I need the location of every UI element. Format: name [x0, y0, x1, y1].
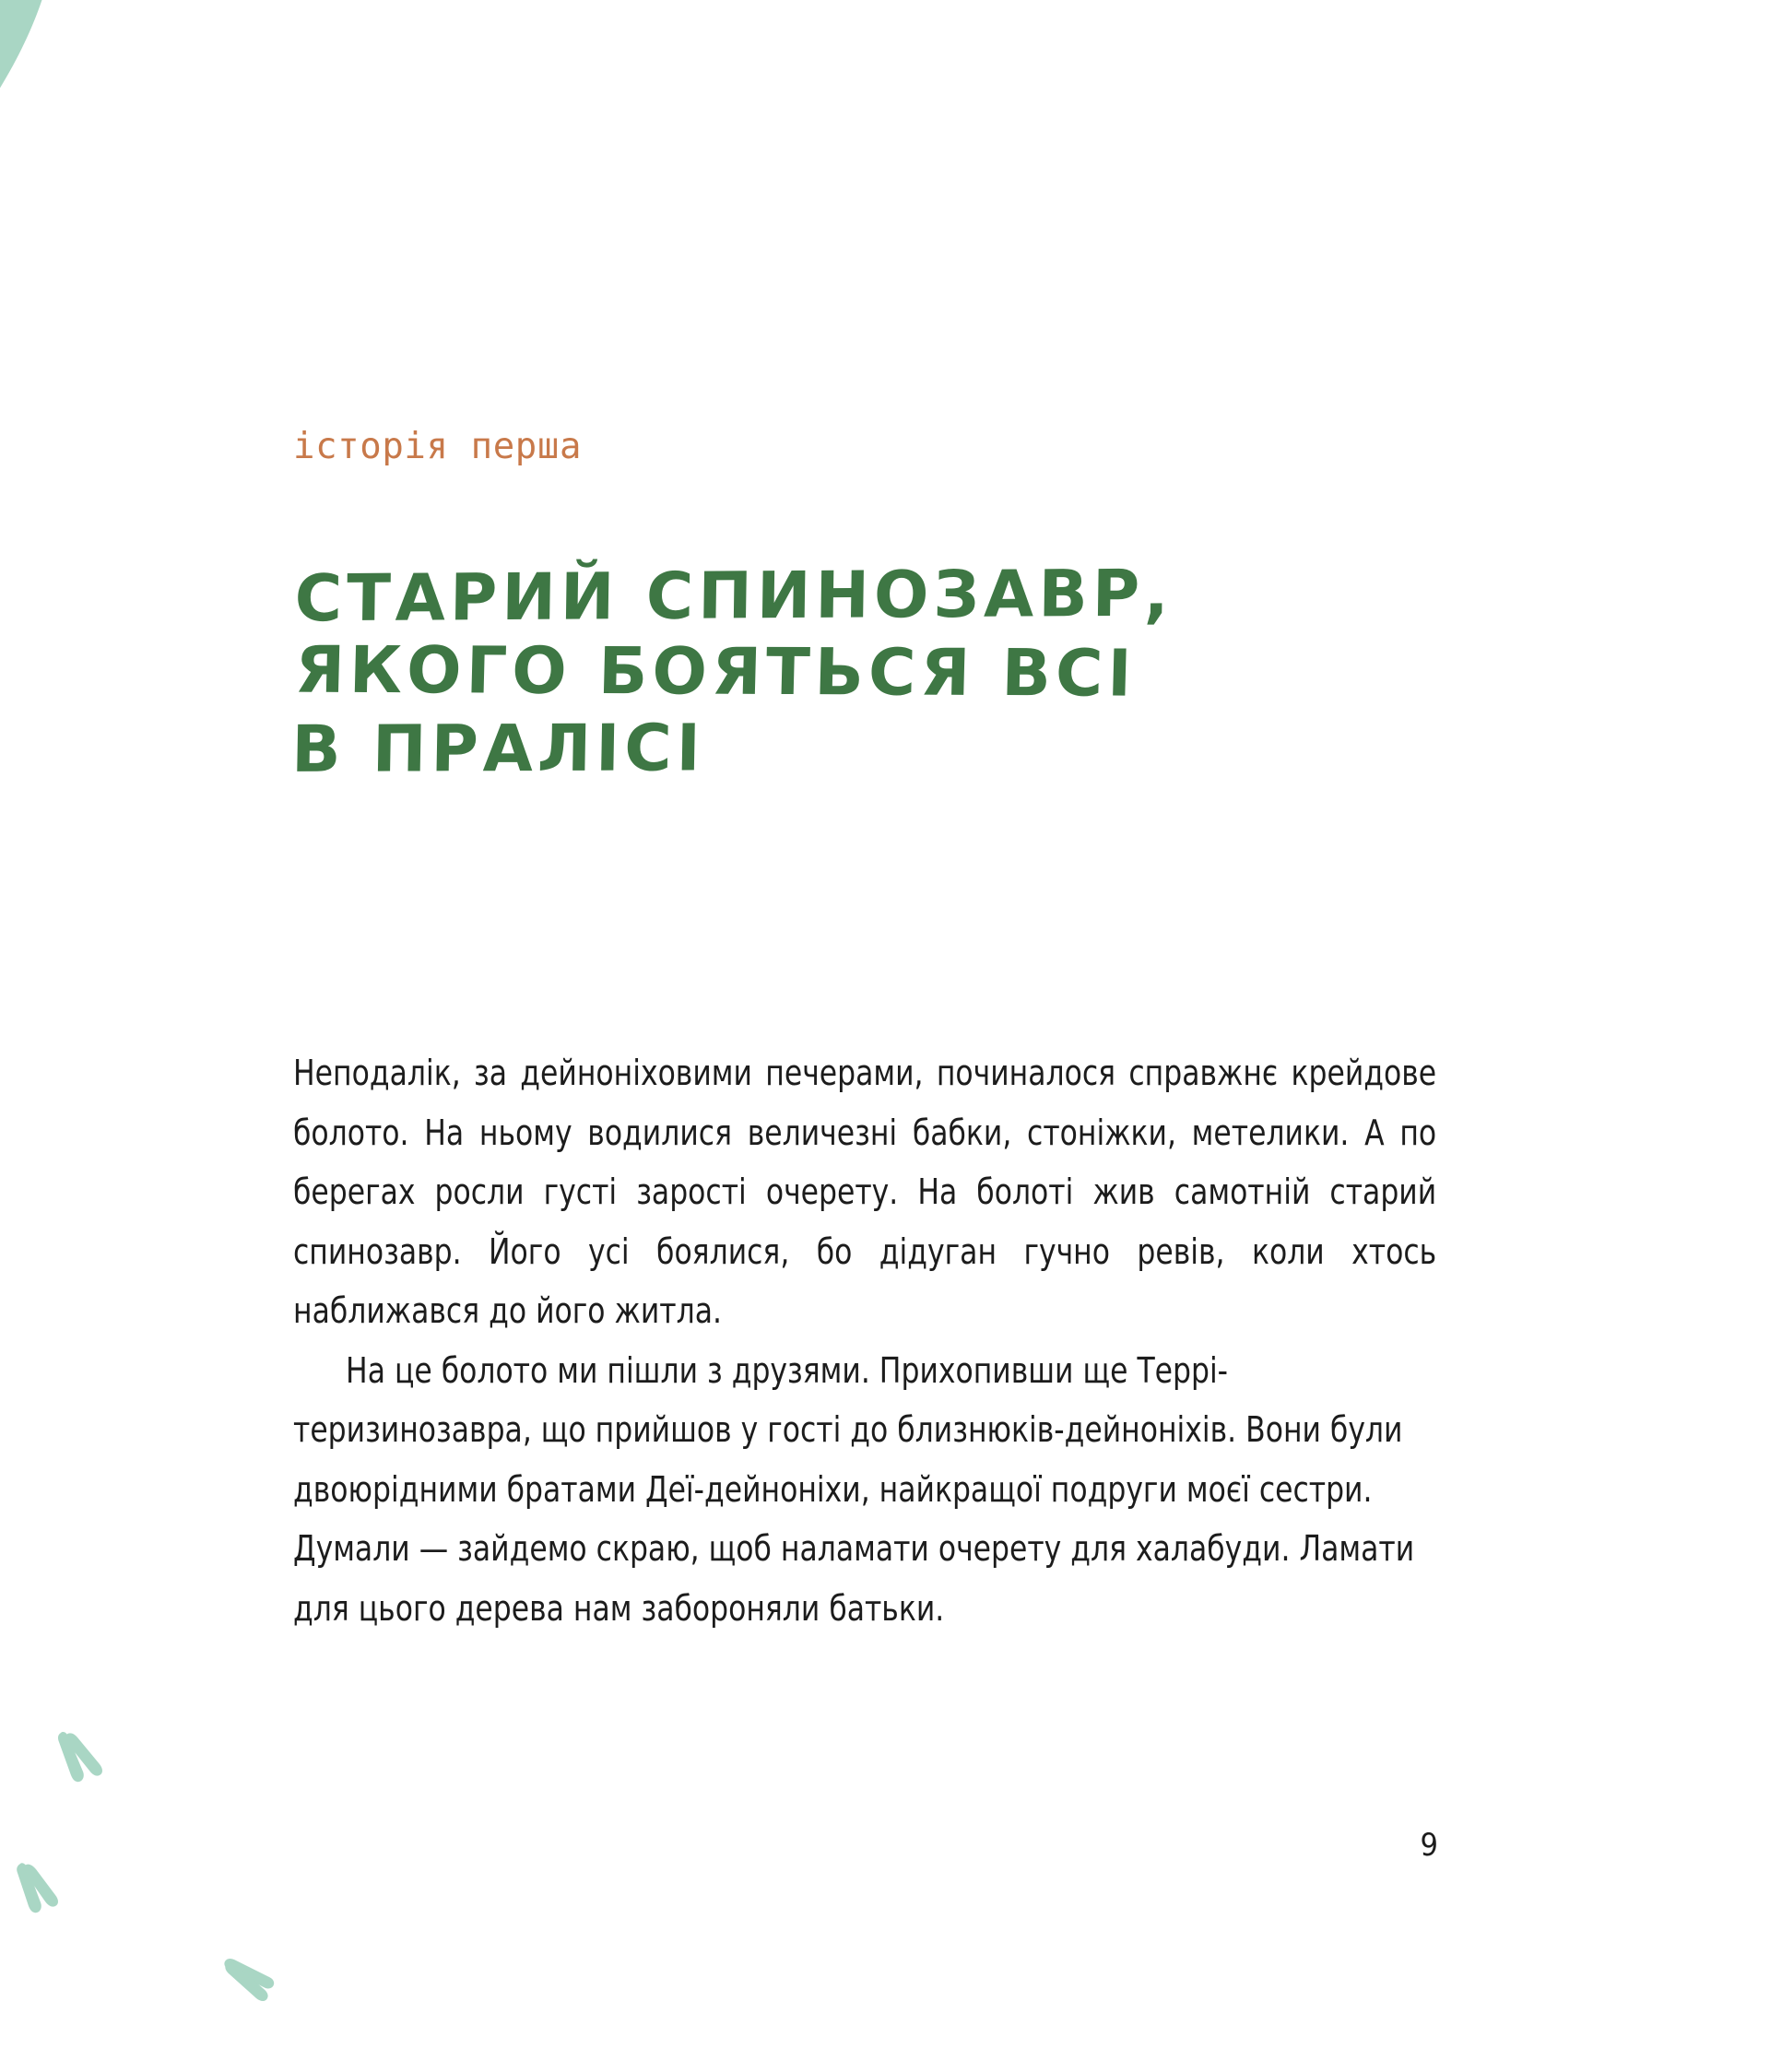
- story-paragraph: Неподалік, за дейноніховими печерами, починалося справжнє крейдове болото. На ньому водилися величезні бабки, стоніжки, метелики. А по берегах росли густі зарості очерету. На болоті жив самотній старий спинозавр. Його усі боялися, бо дідуган гучно ревів, коли хтось наближався до його житла.: [293, 1053, 1437, 1331]
- story-title: [290, 555, 1309, 787]
- story-paragraph: На це болото ми пішли з друзями. Прихопивши ще Террі-теризинозавра, що прийшов у гості до близнюків-дейноніхів. Вони були двоюрідними братами Деї-дейноніхи, найкращої подруги моєї сестри. Думали — зайдемо скраю, щоб наламати очерету для халабуди. Ламати для цього дерева нам забороняли батьки.: [293, 1349, 1415, 1629]
- story-kicker: історія перша: [293, 426, 583, 467]
- story-title-line-1: СТАРИЙ СПИНОЗАВР,: [294, 555, 1174, 637]
- chevron-mark-icon: [52, 1727, 107, 1795]
- chevron-mark-icon: [9, 1860, 63, 1926]
- page-content: [290, 0, 1437, 2072]
- story-title-line-2: ЯКОГО БОЯТЬСЯ ВСІ: [294, 631, 1138, 712]
- page-number: 9: [1420, 1827, 1438, 1864]
- chevron-mark-icon: [219, 1952, 280, 2006]
- story-body: [293, 1043, 1436, 1638]
- leaf-decoration-icon: [0, 0, 90, 144]
- story-title-line-3: В ПРАЛІСІ: [290, 710, 706, 787]
